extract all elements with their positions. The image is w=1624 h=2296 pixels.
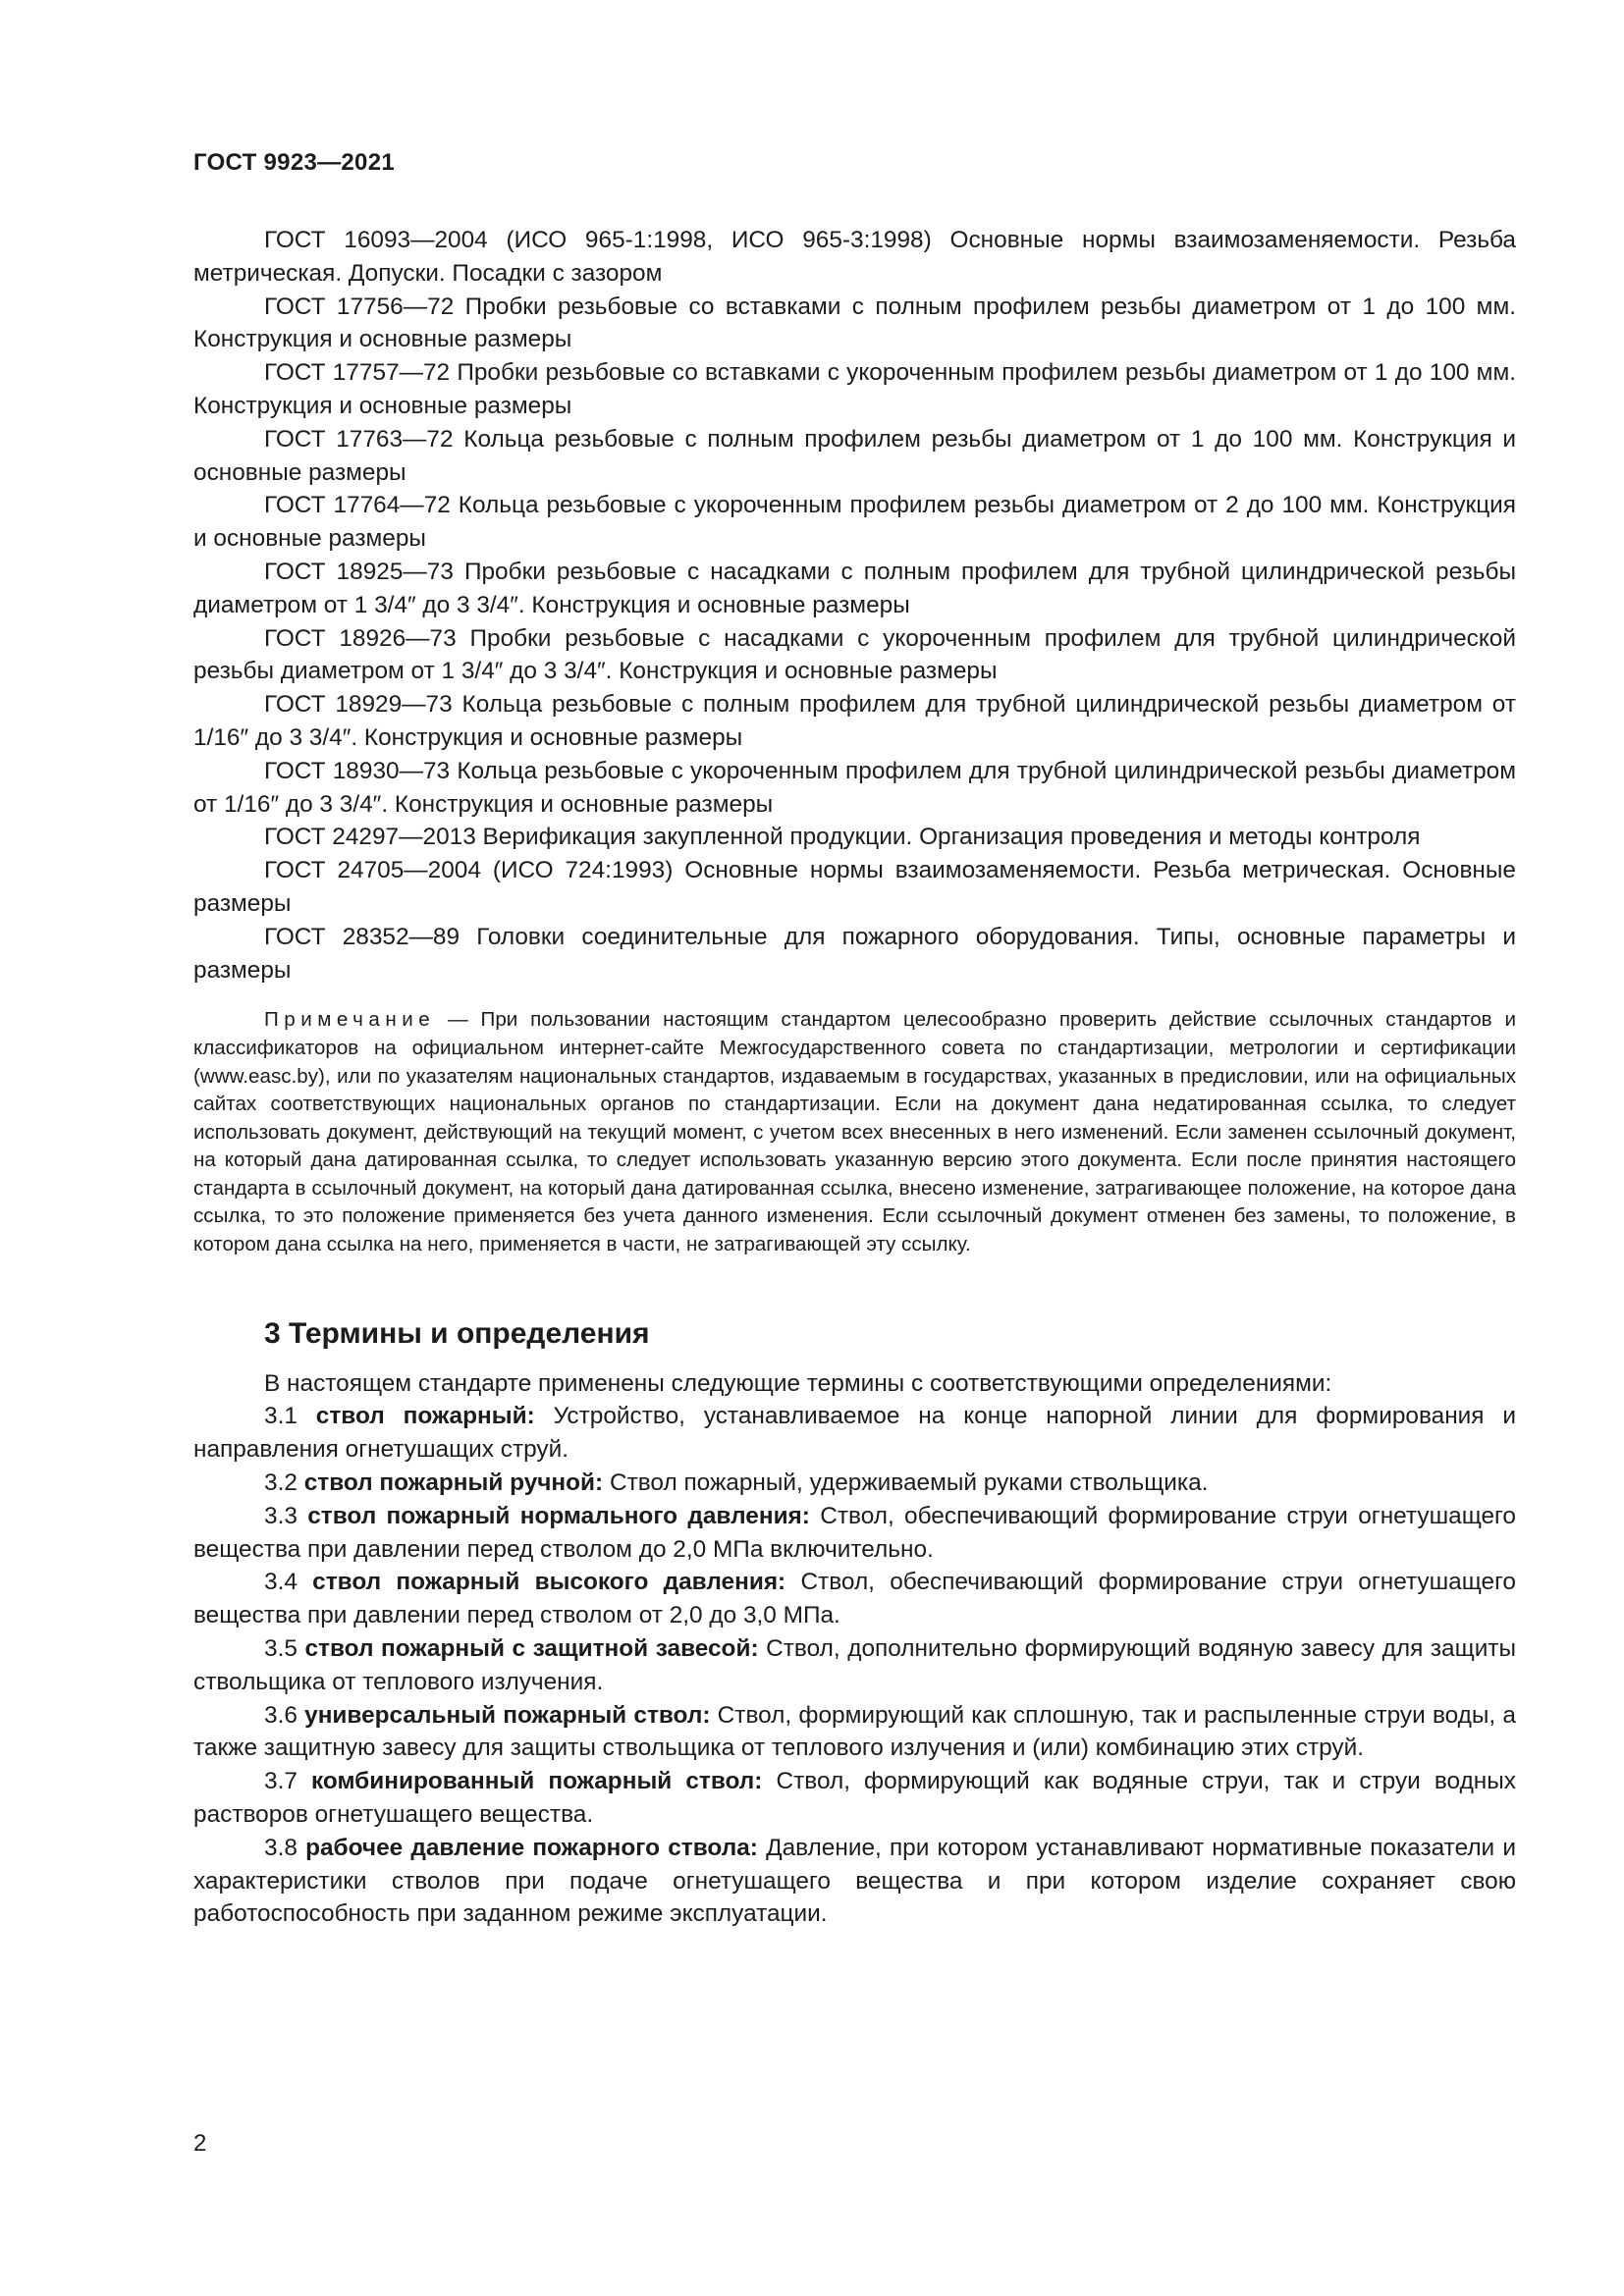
reference-item: ГОСТ 18930—73 Кольца резьбовые с укороченным профилем для трубной цилиндрической резьбы диаметром от 1/16″ до 3 3/4″. Конструкция и основные размеры	[193, 757, 1516, 818]
reference-item: ГОСТ 16093—2004 (ИСО 965-1:1998, ИСО 965-3:1998) Основные нормы взаимозаменяемости. Резьба метрическая. Допуски. Посадки с зазором	[193, 227, 1516, 287]
note-label: Примечание	[264, 1008, 436, 1032]
term-name: рабочее давление пожарного ствола:	[305, 1834, 758, 1861]
term-number: 3.6	[264, 1701, 305, 1729]
note-paragraph	[193, 1006, 1516, 1258]
term-number: 3.7	[264, 1768, 311, 1795]
term-text: Ствол, дополнительно формирующий водяную завесу для защиты ствольщика от теплового излучения.	[193, 1635, 1517, 1695]
term-name: универсальный пожарный ствол:	[304, 1701, 711, 1729]
note-text: — При пользовании настоящим стандартом целесообразно проверить действие ссылочных стандартов и классификаторов на официальном интернет-сайте Межгосударственного совета по стандартизации, метрологии и сертификации (www.easc.by), или по указателям национальных стандартов, издаваемым в государствах, указанных в предисловии, или на официальных сайтах соответствующих национальных органов по стандартизации. Если на документ дана недатированная ссылка, то следует использовать документ, действующий на текущий момент, с учетом всех внесенных в него изменений. Если заменен ссылочный документ, на который дана датированная ссылка, то следует использовать указанную версию этого документа. Если после принятия настоящего стандарта в ссылочный документ, на который дана датированная ссылка, внесено изменение, затрагивающее положение, на которое дана ссылка, то это положение применяется без учета данного изменения. Если ссылочный документ отменен без замены, то положение, в котором дана ссылка на него, применяется в части, не затрагивающей эту ссылку.	[193, 1008, 1516, 1256]
term-number: 3.8	[264, 1834, 306, 1861]
reference-item: ГОСТ 24297—2013 Верификация закупленной продукции. Организация проведения и методы контроля	[264, 824, 1421, 851]
section-heading: 3 Термины и определения	[264, 1316, 650, 1350]
term-text: Ствол, обеспечивающий формирование струи огнетушащего вещества при давлении перед стволом до 2,0 МПа включительно.	[193, 1502, 1516, 1563]
reference-item: ГОСТ 18925—73 Пробки резьбовые с насадками с полным профилем для трубной цилиндрической резьбы диаметром от 1 3/4″ до 3 3/4″. Конструкция и основные размеры	[193, 558, 1516, 618]
page-number: 2	[193, 2130, 207, 2157]
reference-item: ГОСТ 18926—73 Пробки резьбовые с насадками с укороченным профилем для трубной цилиндрической резьбы диаметром от 1 3/4″ до 3 3/4″. Конструкция и основные размеры	[193, 624, 1516, 685]
term-number: 3.4	[264, 1569, 313, 1596]
term-name: ствол пожарный ручной:	[303, 1469, 604, 1497]
reference-item: ГОСТ 24705—2004 (ИСО 724:1993) Основные нормы взаимозаменяемости. Резьба метрическая. Основные размеры	[193, 857, 1516, 917]
references-list	[193, 224, 1516, 987]
term-name: комбинированный пожарный ствол:	[310, 1768, 763, 1795]
term-definition	[193, 1699, 1516, 1766]
term-name: ствол пожарный нормального давления:	[307, 1502, 810, 1529]
reference-item: ГОСТ 17757—72 Пробки резьбовые со вставками с укороченным профилем резьбы диаметром от 1 до 100 мм. Конструкция и основные размеры	[193, 359, 1516, 419]
reference-item: ГОСТ 17763—72 Кольца резьбовые с полным профилем резьбы диаметром от 1 до 100 мм. Конструкция и основные размеры	[193, 425, 1516, 486]
term-name: ствол пожарный высокого давления:	[312, 1569, 786, 1596]
term-number: 3.2	[264, 1469, 304, 1497]
reference-item: ГОСТ 18929—73 Кольца резьбовые с полным профилем для трубной цилиндрической резьбы диаметром от 1/16″ до 3 3/4″. Конструкция и основные размеры	[193, 691, 1516, 751]
document-header: ГОСТ 9923—2021	[193, 149, 396, 176]
term-definition	[193, 1632, 1516, 1699]
term-name: ствол пожарный:	[315, 1403, 535, 1430]
reference-item: ГОСТ 28352—89 Головки соединительные для пожарного оборудования. Типы, основные параметры и размеры	[193, 923, 1516, 984]
term-definition	[193, 1832, 1516, 1931]
reference-item: ГОСТ 17764—72 Кольца резьбовые с укороченным профилем резьбы диаметром от 2 до 100 мм. Конструкция и основные размеры	[193, 492, 1516, 553]
document-body	[193, 224, 1516, 1931]
term-text: Ствол, обеспечивающий формирование струи огнетушащего вещества при давлении перед стволом от 2,0 до 3,0 МПа.	[193, 1569, 1516, 1629]
term-text: Давление, при котором устанавливают нормативные показатели и характеристики стволов при подаче огнетушащего вещества и при котором изделие сохраняет свою работоспособность при заданном режиме эксплуатации.	[193, 1834, 1516, 1928]
term-definition	[193, 1566, 1516, 1632]
term-definition	[193, 1500, 1516, 1567]
term-text: Ствол, формирующий как сплошную, так и распыленные струи воды, а также защитную завесу для защиты ствольщика от теплового излучения и (или) комбинацию этих струй.	[193, 1701, 1516, 1762]
term-number: 3.5	[264, 1635, 305, 1663]
term-number: 3.1	[264, 1403, 316, 1430]
reference-item: ГОСТ 17756—72 Пробки резьбовые со вставками с полным профилем резьбы диаметром от 1 до 100 мм. Конструкция и основные размеры	[193, 293, 1516, 353]
section-intro: В настоящем стандарте применены следующие термины с соответствующими определениями:	[264, 1369, 1332, 1397]
term-text: Ствол пожарный, удерживаемый руками ствольщика.	[603, 1469, 1209, 1497]
term-text: Устройство, устанавливаемое на конце напорной линии для формирования и направления огнетушащих струй.	[193, 1403, 1516, 1464]
term-definition	[193, 1765, 1516, 1832]
term-definition	[193, 1467, 1516, 1500]
term-definition	[193, 1400, 1516, 1467]
term-name: ствол пожарный с защитной завесой:	[304, 1635, 759, 1663]
term-number: 3.3	[264, 1502, 308, 1529]
term-text: Ствол, формирующий как водяные струи, так и струи водных растворов огнетушащего вещества.	[193, 1768, 1517, 1829]
